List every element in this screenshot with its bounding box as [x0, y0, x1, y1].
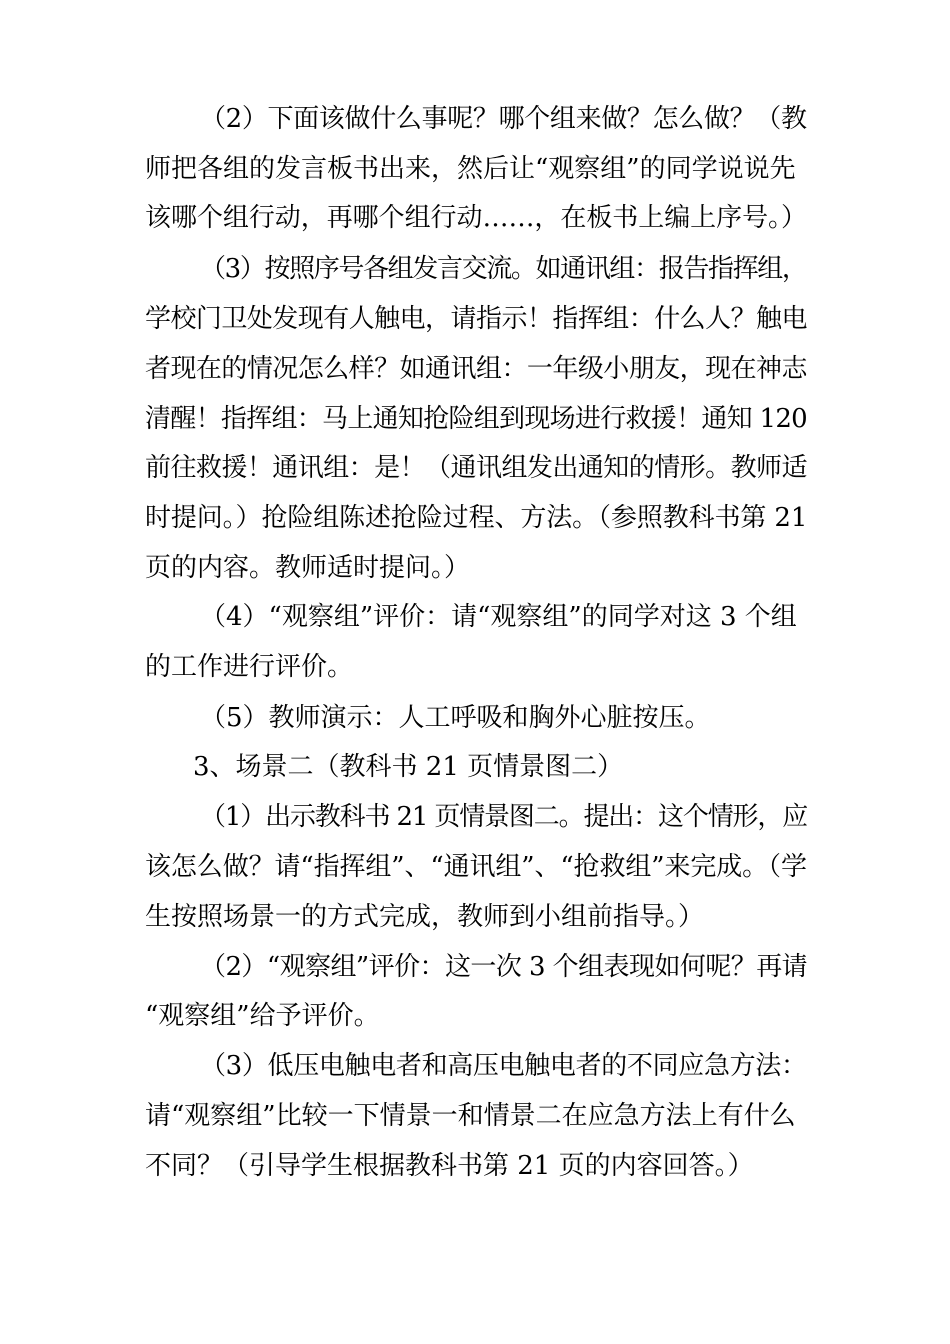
text-line: 不同？（引导学生根据教科书第 21 页的内容回答。）: [145, 1151, 754, 1181]
text-line: 者现在的情况怎么样？如通讯组：一年级小朋友，现在神志: [145, 354, 807, 384]
text-line: 清醒！指挥组：马上通知抢险组到现场进行救援！通知 120: [145, 404, 807, 434]
text-line: （3）低压电触电者和高压电触电者的不同应急方法：: [200, 1051, 807, 1081]
text-line: 该怎么做？请“指挥组”、“通讯组”、“抢救组”来完成。（学: [145, 852, 807, 882]
text-line: “观察组”给予评价。: [145, 1001, 380, 1031]
text-line: （3）按照序号各组发言交流。如通讯组：报告指挥组，: [200, 254, 807, 284]
text-line: 3、场景二（教科书 21 页情景图二）: [193, 752, 624, 782]
text-line: （2）“观察组”评价：这一次 3 个组表现如何呢？再请: [200, 952, 807, 982]
text-line: 时提问。）抢险组陈述抢险过程、方法。（参照教科书第 21: [145, 503, 807, 533]
text-line: 该哪个组行动，再哪个组行动……，在板书上编上序号。）: [145, 203, 807, 233]
text-line: 学校门卫处发现有人触电，请指示！指挥组：什么人？触电: [145, 304, 807, 334]
text-line: （1）出示教科书 21 页情景图二。提出：这个情形，应: [200, 802, 807, 832]
text-line: 的工作进行评价。: [145, 652, 354, 682]
text-line: 请“观察组”比较一下情景一和情景二在应急方法上有什么: [145, 1101, 796, 1131]
text-line: 页的内容。教师适时提问。）: [145, 553, 471, 583]
text-line: 前往救援！通讯组：是！（通讯组发出通知的情形。教师适: [145, 453, 807, 483]
text-line: （4）“观察组”评价：请“观察组”的同学对这 3 个组: [200, 602, 797, 632]
text-line: （2）下面该做什么事呢？哪个组来做？怎么做？（教: [200, 104, 807, 134]
text-line: 师把各组的发言板书出来，然后让“观察组”的同学说说先: [145, 154, 796, 184]
text-line: （5）教师演示：人工呼吸和胸外心脏按压。: [200, 703, 711, 733]
text-line: 生按照场景一的方式完成，教师到小组前指导。）: [145, 902, 705, 932]
